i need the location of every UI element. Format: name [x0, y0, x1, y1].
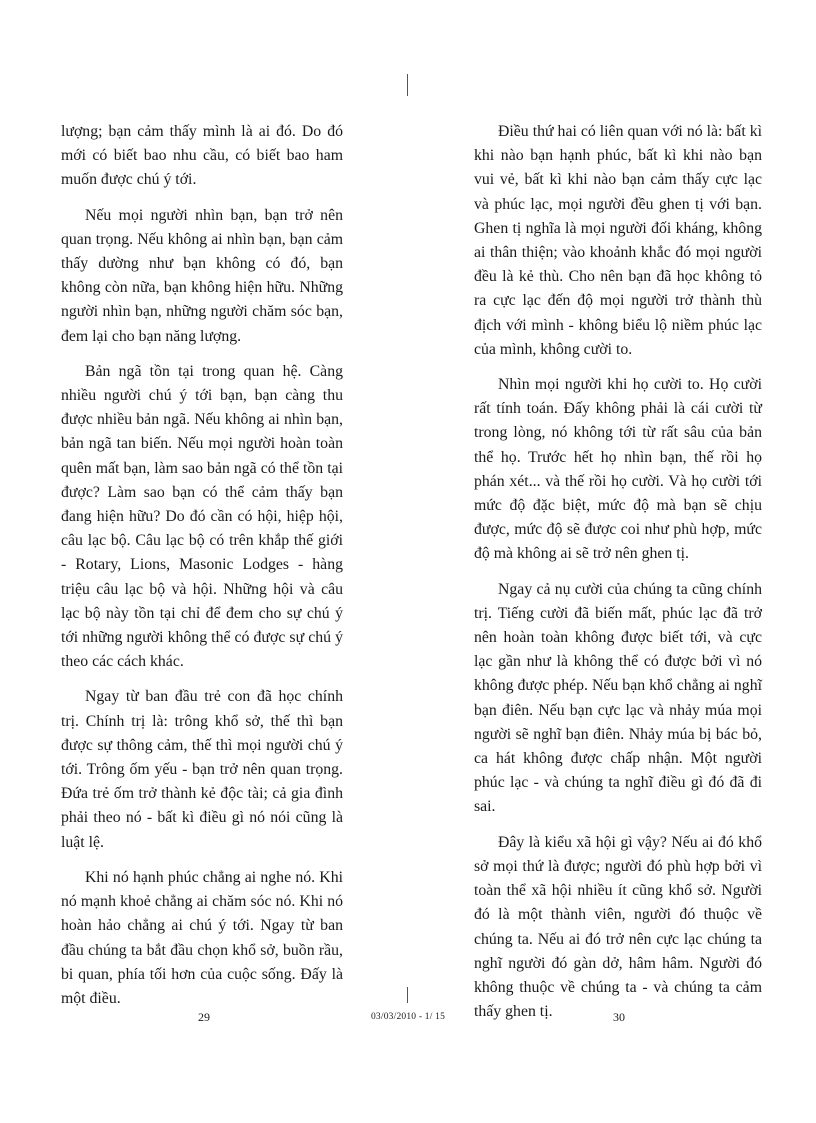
- left-page-number: 29: [198, 1010, 210, 1024]
- right-page-text: [474, 120, 762, 1035]
- spread-divider-bottom: [407, 987, 408, 1003]
- paragraph: Khi nó hạnh phúc chẳng ai nghe nó. Khi nó mạnh khoẻ chẳng ai chăm sóc nó. Khi nó hoàn hảo chẳng ai chú ý tới. Ngay từ ban đầu chúng ta bắt đầu chọn khổ sở, buồn rầu, bi quan, phía tối hơn của cuộc sống. Đấy là một điều.: [61, 868, 343, 1007]
- paragraph: lượng; bạn cảm thấy mình là ai đó. Do đó mới có biết bao nhu cầu, có biết bao ham muốn được chú ý tới.: [61, 123, 343, 189]
- footer-date: 03/03/2010 - 1/ 15: [370, 1012, 446, 1022]
- left-page-text: [61, 120, 343, 1022]
- paragraph: Đây là kiểu xã hội gì vậy? Nếu ai đó khổ sở mọi thứ là được; người đó phù hợp bởi vì toàn thể xã hội nhiều ít cũng khổ sở. Người đó là một thành viên, người đó thuộc về chúng ta. Nếu ai đó trở nên cực lạc chúng ta nghĩ người đó gàn dở, hâm hâm. Người đó không thuộc về chúng ta - và chúng ta cảm thấy ghen tị.: [474, 833, 762, 1021]
- spread-divider-top: [407, 74, 408, 96]
- paragraph: Điều thứ hai có liên quan với nó là: bất kì khi nào bạn hạnh phúc, bất kì khi nào bạn vui vẻ, bất kì khi nào bạn cảm thấy cực lạc và phúc lạc, mọi người đều ghen tị với bạn. Ghen tị nghĩa là mọi người đối kháng, không ai thân thiện; vào khoảnh khắc đó mọi người đều là kẻ thù. Cho nên bạn đã học không tỏ ra cực lạc đến độ mọi người trở thành thù địch với mình - không biểu lộ niềm phúc lạc của mình, không cười to.: [474, 123, 762, 358]
- paragraph: Nhìn mọi người khi họ cười to. Họ cười rất tính toán. Đấy không phải là cái cười từ trong lòng, nó không tới từ rất sâu của bản thể họ. Trước hết họ nhìn bạn, thế rồi họ phán xét... và thế rồi họ cười. Và họ cười tới mức độ đặc biệt, mức độ mà bạn sẽ chịu được, mức độ sẽ được coi như phù hợp, mức độ mà không ai sẽ trở nên ghen tị.: [474, 376, 762, 563]
- paragraph: Ngay cả nụ cười của chúng ta cũng chính trị. Tiếng cười đã biến mất, phúc lạc đã trở nên hoàn toàn không được biết tới, và cực lạc gần như là không thể có được bởi vì nó không được phép. Nếu bạn khổ chẳng ai nghĩ bạn điên. Nếu bạn cực lạc và nhảy múa mọi người sẽ nghĩ bạn điên. Nhảy múa bị bác bỏ, ca hát không được chấp nhận. Một người phúc lạc - và chúng ta nghĩ điều gì đó đã đi sai.: [474, 580, 762, 816]
- paragraph: Bản ngã tồn tại trong quan hệ. Càng nhiều người chú ý tới bạn, bạn càng thu được nhiều bản ngã. Nếu không ai nhìn bạn, bản ngã tan biến. Nếu mọi người hoàn toàn quên mất bạn, làm sao bản ngã có thể tồn tại được? Làm sao bạn có thể cảm thấy bạn đang hiện hữu? Do đó cần có hội, hiệp hội, câu lạc bộ. Câu lạc bộ có trên khắp thế giới - Rotary, Lions, Masonic Lodges - hàng triệu câu lạc bộ và hội. Những hội và câu lạc bộ này tồn tại chỉ để đem cho sự chú ý tới những người không thể có được sự chú ý theo các cách khác.: [61, 362, 343, 671]
- right-page-number: 30: [613, 1010, 625, 1024]
- paragraph: Ngay từ ban đầu trẻ con đã học chính trị. Chính trị là: trông khổ sở, thế thì bạn được sự thông cảm, thế thì mọi người chú ý tới. Trông ốm yếu - bạn trở nên quan trọng. Đứa trẻ ốm trở thành kẻ độc tài; cả gia đình phải theo nó - bất kì điều gì nó nói cũng là luật lệ.: [61, 688, 343, 851]
- paragraph: Nếu mọi người nhìn bạn, bạn trở nên quan trọng. Nếu không ai nhìn bạn, bạn cảm thấy dường như bạn không có đó, bạn không còn nữa, bạn không hiện hữu. Những người nhìn bạn, những người chăm sóc bạn, đem lại cho bạn năng lượng.: [61, 206, 343, 345]
